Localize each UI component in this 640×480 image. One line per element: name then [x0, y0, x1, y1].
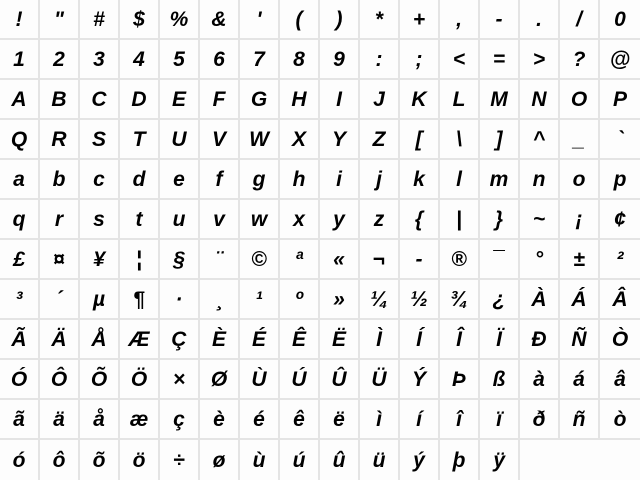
glyph-cell[interactable]: H — [280, 80, 320, 120]
glyph-cell[interactable]: ù — [240, 440, 280, 480]
glyph-cell[interactable]: é — [240, 400, 280, 440]
glyph-cell[interactable]: : — [360, 40, 400, 80]
glyph-cell[interactable]: £ — [0, 240, 40, 280]
glyph-cell[interactable]: * — [360, 0, 400, 40]
glyph-cell[interactable]: c — [80, 160, 120, 200]
glyph-cell[interactable]: e — [160, 160, 200, 200]
glyph-cell[interactable]: R — [40, 120, 80, 160]
glyph-cell[interactable]: Õ — [80, 360, 120, 400]
glyph-cell[interactable]: n — [520, 160, 560, 200]
glyph-cell[interactable]: ¾ — [440, 280, 480, 320]
glyph-cell[interactable]: µ — [80, 280, 120, 320]
glyph-cell[interactable]: 2 — [40, 40, 80, 80]
glyph-cell[interactable]: & — [200, 0, 240, 40]
glyph-cell[interactable]: þ — [440, 440, 480, 480]
glyph-cell[interactable]: Ú — [280, 360, 320, 400]
glyph-cell[interactable]: Ô — [40, 360, 80, 400]
glyph-cell[interactable]: B — [40, 80, 80, 120]
glyph-cell[interactable]: × — [160, 360, 200, 400]
glyph-cell[interactable]: @ — [600, 40, 640, 80]
glyph-cell[interactable]: - — [480, 0, 520, 40]
glyph-cell[interactable]: Ý — [400, 360, 440, 400]
glyph-cell[interactable]: D — [120, 80, 160, 120]
glyph-cell[interactable]: O — [560, 80, 600, 120]
glyph-cell[interactable]: ® — [440, 240, 480, 280]
glyph-cell[interactable]: u — [160, 200, 200, 240]
glyph-cell[interactable]: à — [520, 360, 560, 400]
glyph-cell[interactable]: Ê — [280, 320, 320, 360]
glyph-cell[interactable]: ¹ — [240, 280, 280, 320]
glyph-cell[interactable]: ¤ — [40, 240, 80, 280]
glyph-cell[interactable]: Y — [320, 120, 360, 160]
glyph-cell[interactable]: . — [520, 0, 560, 40]
glyph-cell[interactable]: ï — [480, 400, 520, 440]
glyph-cell[interactable]: ; — [400, 40, 440, 80]
empty-cells-area — [520, 440, 640, 480]
glyph-cell[interactable]: Ù — [240, 360, 280, 400]
glyph-cell[interactable]: ± — [560, 240, 600, 280]
glyph-cell[interactable]: | — [440, 200, 480, 240]
glyph-cell[interactable]: ² — [600, 240, 640, 280]
glyph-cell[interactable]: 9 — [320, 40, 360, 80]
glyph-cell[interactable]: a — [0, 160, 40, 200]
glyph-cell[interactable]: L — [440, 80, 480, 120]
glyph-cell[interactable]: _ — [560, 120, 600, 160]
glyph-cell[interactable]: ø — [200, 440, 240, 480]
glyph-cell[interactable]: Æ — [120, 320, 160, 360]
glyph-cell[interactable]: ) — [320, 0, 360, 40]
glyph-cell[interactable]: 0 — [600, 0, 640, 40]
glyph-cell[interactable]: , — [440, 0, 480, 40]
glyph-cell[interactable]: Ç — [160, 320, 200, 360]
glyph-cell[interactable]: s — [80, 200, 120, 240]
glyph-cell[interactable]: m — [480, 160, 520, 200]
glyph-cell[interactable]: ¶ — [120, 280, 160, 320]
glyph-cell[interactable]: $ — [120, 0, 160, 40]
glyph-cell[interactable]: « — [320, 240, 360, 280]
glyph-cell[interactable]: h — [280, 160, 320, 200]
glyph-cell[interactable]: I — [320, 80, 360, 120]
glyph-cell[interactable]: ¥ — [80, 240, 120, 280]
glyph-cell[interactable]: ã — [0, 400, 40, 440]
glyph-cell[interactable]: d — [120, 160, 160, 200]
glyph-cell[interactable]: è — [200, 400, 240, 440]
glyph-cell[interactable]: Ó — [0, 360, 40, 400]
glyph-cell[interactable]: ç — [160, 400, 200, 440]
glyph-cell[interactable]: ¼ — [360, 280, 400, 320]
glyph-cell[interactable]: ½ — [400, 280, 440, 320]
glyph-cell[interactable]: G — [240, 80, 280, 120]
glyph-cell[interactable]: 6 — [200, 40, 240, 80]
glyph-cell[interactable]: [ — [400, 120, 440, 160]
glyph-cell[interactable]: Ï — [480, 320, 520, 360]
glyph-cell[interactable]: 3 — [80, 40, 120, 80]
glyph-cell[interactable]: P — [600, 80, 640, 120]
glyph-cell[interactable]: á — [560, 360, 600, 400]
glyph-cell[interactable]: 7 — [240, 40, 280, 80]
glyph-cell[interactable]: / — [560, 0, 600, 40]
glyph-cell[interactable]: ä — [40, 400, 80, 440]
glyph-cell[interactable]: Ò — [600, 320, 640, 360]
glyph-cell[interactable]: ³ — [0, 280, 40, 320]
glyph-cell[interactable]: § — [160, 240, 200, 280]
glyph-cell[interactable]: i — [320, 160, 360, 200]
glyph-cell[interactable]: ¨ — [200, 240, 240, 280]
glyph-cell[interactable]: ð — [520, 400, 560, 440]
glyph-cell[interactable]: Ã — [0, 320, 40, 360]
glyph-cell[interactable]: ö — [120, 440, 160, 480]
glyph-cell[interactable]: â — [600, 360, 640, 400]
glyph-cell[interactable]: y — [320, 200, 360, 240]
glyph-cell[interactable]: p — [600, 160, 640, 200]
glyph-cell[interactable]: b — [40, 160, 80, 200]
glyph-cell[interactable]: k — [400, 160, 440, 200]
glyph-cell[interactable]: < — [440, 40, 480, 80]
glyph-cell[interactable]: Ð — [520, 320, 560, 360]
glyph-cell[interactable]: Â — [600, 280, 640, 320]
glyph-cell[interactable]: ú — [280, 440, 320, 480]
glyph-cell[interactable]: © — [240, 240, 280, 280]
glyph-cell[interactable]: ÿ — [480, 440, 520, 480]
glyph-cell[interactable]: F — [200, 80, 240, 120]
glyph-cell[interactable]: » — [320, 280, 360, 320]
glyph-cell[interactable]: À — [520, 280, 560, 320]
glyph-cell[interactable]: } — [480, 200, 520, 240]
glyph-cell[interactable]: í — [400, 400, 440, 440]
glyph-cell[interactable]: Û — [320, 360, 360, 400]
glyph-cell[interactable]: ë — [320, 400, 360, 440]
glyph-cell[interactable]: N — [520, 80, 560, 120]
glyph-cell[interactable]: q — [0, 200, 40, 240]
glyph-cell[interactable]: U — [160, 120, 200, 160]
glyph-cell[interactable]: { — [400, 200, 440, 240]
glyph-cell[interactable]: x — [280, 200, 320, 240]
glyph-cell[interactable]: A — [0, 80, 40, 120]
glyph-cell[interactable]: ° — [520, 240, 560, 280]
glyph-cell[interactable]: ô — [40, 440, 80, 480]
glyph-cell[interactable]: j — [360, 160, 400, 200]
glyph-cell[interactable]: Q — [0, 120, 40, 160]
glyph-cell[interactable]: Ø — [200, 360, 240, 400]
glyph-cell[interactable]: % — [160, 0, 200, 40]
glyph-cell[interactable]: ? — [560, 40, 600, 80]
glyph-cell[interactable]: J — [360, 80, 400, 120]
glyph-cell[interactable]: ì — [360, 400, 400, 440]
glyph-cell[interactable]: ß — [480, 360, 520, 400]
glyph-cell[interactable]: X — [280, 120, 320, 160]
glyph-cell[interactable]: ¯ — [480, 240, 520, 280]
glyph-cell[interactable]: l — [440, 160, 480, 200]
glyph-cell[interactable]: ¬ — [360, 240, 400, 280]
glyph-cell[interactable]: > — [520, 40, 560, 80]
glyph-cell[interactable]: Z — [360, 120, 400, 160]
glyph-cell[interactable]: 5 — [160, 40, 200, 80]
glyph-cell[interactable]: - — [400, 240, 440, 280]
glyph-cell[interactable]: ~ — [520, 200, 560, 240]
glyph-cell[interactable]: z — [360, 200, 400, 240]
glyph-cell[interactable]: 4 — [120, 40, 160, 80]
glyph-cell[interactable]: Ü — [360, 360, 400, 400]
glyph-cell[interactable]: Ö — [120, 360, 160, 400]
glyph-cell[interactable]: Ä — [40, 320, 80, 360]
glyph-cell[interactable]: f — [200, 160, 240, 200]
glyph-cell[interactable]: Þ — [440, 360, 480, 400]
glyph-cell[interactable]: Ñ — [560, 320, 600, 360]
glyph-cell[interactable]: " — [40, 0, 80, 40]
glyph-cell[interactable]: 1 — [0, 40, 40, 80]
glyph-cell[interactable]: ò — [600, 400, 640, 440]
glyph-cell[interactable]: ª — [280, 240, 320, 280]
glyph-cell[interactable]: w — [240, 200, 280, 240]
glyph-cell[interactable]: å — [80, 400, 120, 440]
glyph-cell[interactable]: · — [160, 280, 200, 320]
glyph-cell[interactable]: ´ — [40, 280, 80, 320]
glyph-cell[interactable]: g — [240, 160, 280, 200]
glyph-cell[interactable]: K — [400, 80, 440, 120]
glyph-cell[interactable]: ý — [400, 440, 440, 480]
glyph-cell[interactable]: ( — [280, 0, 320, 40]
glyph-cell[interactable]: # — [80, 0, 120, 40]
glyph-cell[interactable]: T — [120, 120, 160, 160]
glyph-cell[interactable]: o — [560, 160, 600, 200]
glyph-cell[interactable]: ¡ — [560, 200, 600, 240]
glyph-cell[interactable]: õ — [80, 440, 120, 480]
glyph-cell[interactable]: î — [440, 400, 480, 440]
glyph-cell[interactable]: S — [80, 120, 120, 160]
glyph-cell[interactable]: ê — [280, 400, 320, 440]
glyph-cell[interactable]: ÷ — [160, 440, 200, 480]
glyph-cell[interactable]: = — [480, 40, 520, 80]
glyph-cell[interactable]: Í — [400, 320, 440, 360]
glyph-cell[interactable]: Î — [440, 320, 480, 360]
glyph-cell[interactable]: ¿ — [480, 280, 520, 320]
glyph-cell[interactable]: ó — [0, 440, 40, 480]
glyph-cell[interactable]: ñ — [560, 400, 600, 440]
glyph-cell[interactable]: ü — [360, 440, 400, 480]
glyph-cell[interactable]: E — [160, 80, 200, 120]
glyph-cell[interactable]: È — [200, 320, 240, 360]
glyph-cell[interactable]: V — [200, 120, 240, 160]
glyph-cell[interactable]: Á — [560, 280, 600, 320]
glyph-cell[interactable]: ' — [240, 0, 280, 40]
glyph-cell[interactable]: ¢ — [600, 200, 640, 240]
glyph-cell[interactable]: + — [400, 0, 440, 40]
glyph-cell[interactable]: Ì — [360, 320, 400, 360]
glyph-cell[interactable]: ] — [480, 120, 520, 160]
glyph-cell[interactable]: º — [280, 280, 320, 320]
glyph-cell[interactable]: 8 — [280, 40, 320, 80]
glyph-cell[interactable]: r — [40, 200, 80, 240]
glyph-cell[interactable]: v — [200, 200, 240, 240]
glyph-cell[interactable]: ^ — [520, 120, 560, 160]
glyph-cell[interactable]: W — [240, 120, 280, 160]
glyph-cell[interactable]: Ë — [320, 320, 360, 360]
glyph-cell[interactable]: ` — [600, 120, 640, 160]
glyph-cell[interactable]: æ — [120, 400, 160, 440]
glyph-cell[interactable]: C — [80, 80, 120, 120]
glyph-cell[interactable]: \ — [440, 120, 480, 160]
glyph-cell[interactable]: M — [480, 80, 520, 120]
glyph-cell[interactable]: û — [320, 440, 360, 480]
glyph-cell[interactable]: Å — [80, 320, 120, 360]
glyph-cell[interactable]: É — [240, 320, 280, 360]
glyph-cell[interactable]: ! — [0, 0, 40, 40]
glyph-cell[interactable]: ¸ — [200, 280, 240, 320]
glyph-cell[interactable]: t — [120, 200, 160, 240]
glyph-cell[interactable]: ¦ — [120, 240, 160, 280]
